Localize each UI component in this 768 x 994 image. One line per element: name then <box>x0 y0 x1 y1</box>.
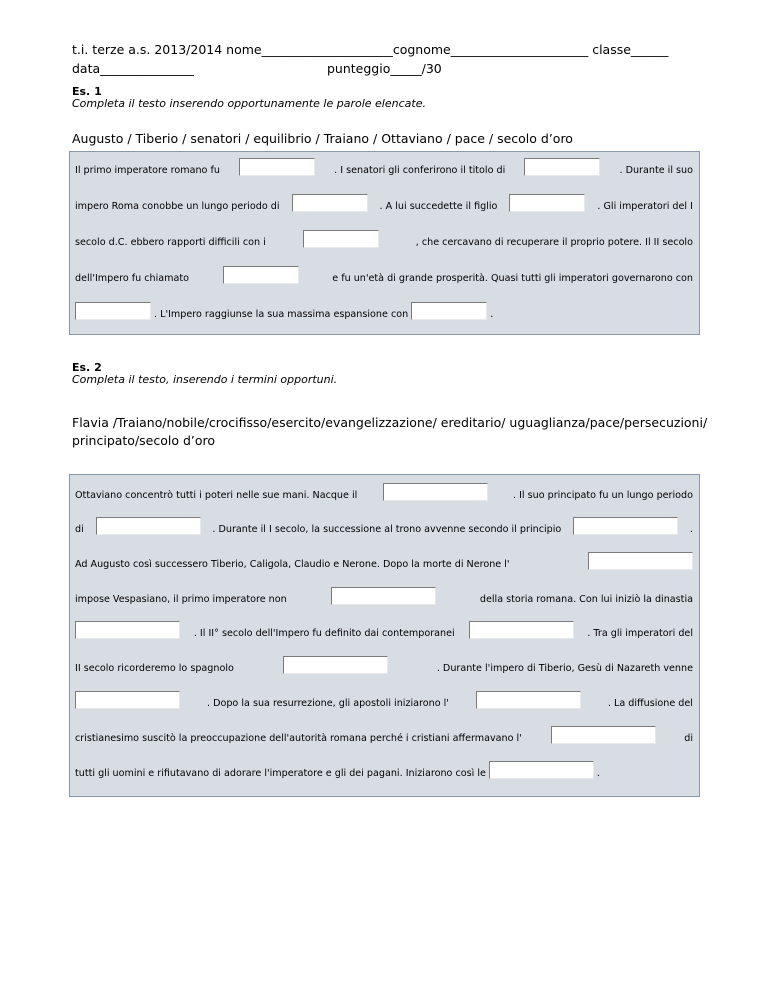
answer-blank-2[interactable] <box>96 517 201 535</box>
text-fragment: Ottaviano concentrò tutti i poteri nelle sue mani. Nacque il <box>75 490 358 501</box>
header-line: t.i. terze a.s. 2013/2014 nome_____________________cognome______________________ classe______ <box>72 42 669 57</box>
text-fragment: II secolo ricorderemo lo spagnolo <box>75 663 234 674</box>
exercise-1-word-list: Augusto / Tiberio / senatori / equilibrio / Traiano / Ottaviano / pace / secolo d’oro <box>72 131 573 146</box>
text-fragment: tutti gli uomini e rifiutavano di adorare l'imperatore e gli dei pagani. Iniziarono così le <box>75 768 486 779</box>
exercise-2-title: Es. 2 <box>72 361 102 374</box>
text-line <box>75 515 693 535</box>
text-line <box>75 724 693 744</box>
text-line <box>75 300 693 320</box>
text-line <box>75 619 693 639</box>
text-line <box>75 228 693 248</box>
answer-blank-5[interactable] <box>331 587 436 605</box>
text-fragment: . Gli imperatori del I <box>597 201 693 212</box>
text-fragment: . Tra gli imperatori del <box>587 628 693 639</box>
text-fragment: . <box>689 524 693 535</box>
text-line <box>75 156 693 176</box>
text-fragment: . <box>490 309 494 320</box>
text-fragment: di <box>75 524 84 535</box>
exercise-1-title: Es. 1 <box>72 85 102 98</box>
answer-blank-1[interactable] <box>239 158 315 176</box>
text-fragment: . Durante il suo <box>619 165 693 176</box>
answer-blank-10[interactable] <box>476 691 581 709</box>
answer-blank-4[interactable] <box>588 552 693 570</box>
text-line <box>75 585 693 605</box>
answer-blank-3[interactable] <box>573 517 678 535</box>
text-fragment: . Durante l'impero di Tiberio, Gesù di Nazareth venne <box>436 663 693 674</box>
text-line <box>75 550 693 570</box>
answer-blank-9[interactable] <box>75 691 180 709</box>
exercise-2-word-list-line-2: principato/secolo d’oro <box>72 433 216 448</box>
answer-blank-12[interactable] <box>489 761 594 779</box>
text-fragment: cristianesimo suscitò la preoccupazione dell'autorità romana perché i cristiani affermavano l' <box>75 733 522 744</box>
answer-blank-5[interactable] <box>303 230 379 248</box>
text-fragment: impero Roma conobbe un lungo periodo di <box>75 201 280 212</box>
text-fragment: . L'Impero raggiunse la sua massima espansione con <box>154 309 409 320</box>
exercise-2-instruction: Completa il testo, inserendo i termini opportuni. <box>72 373 338 386</box>
text-fragment: e fu un'età di grande prosperità. Quasi tutti gli imperatori governarono con <box>332 273 693 284</box>
text-line <box>75 481 693 501</box>
text-line <box>75 759 693 779</box>
answer-blank-8[interactable] <box>411 302 487 320</box>
answer-blank-2[interactable] <box>524 158 600 176</box>
exercise-2-panel <box>69 474 700 797</box>
text-fragment: impose Vespasiano, il primo imperatore non <box>75 594 287 605</box>
text-fragment: . I senatori gli conferirono il titolo di <box>334 165 506 176</box>
text-fragment: della storia romana. Con lui iniziò la dinastia <box>479 594 693 605</box>
answer-blank-7[interactable] <box>469 621 574 639</box>
text-fragment: . Durante il I secolo, la successione al trono avvenne secondo il principio <box>212 524 562 535</box>
answer-blank-11[interactable] <box>551 726 656 744</box>
text-fragment: dell'Impero fu chiamato <box>75 273 190 284</box>
answer-blank-3[interactable] <box>292 194 368 212</box>
exercise-1-instruction: Completa il testo inserendo opportunamente le parole elencate. <box>72 97 426 110</box>
text-line <box>75 654 693 674</box>
text-fragment: di <box>684 733 693 744</box>
answer-blank-6[interactable] <box>223 266 299 284</box>
answer-blank-4[interactable] <box>509 194 585 212</box>
text-fragment: . Il suo principato fu un lungo periodo <box>513 490 693 501</box>
text-fragment: secolo d.C. ebbero rapporti difficili con i <box>75 237 266 248</box>
text-fragment: Il primo imperatore romano fu <box>75 165 220 176</box>
text-fragment: . <box>596 768 600 779</box>
date-field-label: data_______________ <box>72 61 194 76</box>
exercise-2-word-list-line-1: Flavia /Traiano/nobile/crocifisso/esercito/evangelizzazione/ ereditario/ uguaglianza/pace/persecuzioni/ <box>72 415 708 430</box>
text-fragment: . La diffusione del <box>607 698 693 709</box>
text-fragment: . Il II° secolo dell'Impero fu definito dai contemporanei <box>193 628 455 639</box>
answer-blank-6[interactable] <box>75 621 180 639</box>
answer-blank-7[interactable] <box>75 302 151 320</box>
exercise-1-panel <box>69 151 700 335</box>
score-field-label: punteggio_____/30 <box>327 61 442 76</box>
text-fragment: . A lui succedette il figlio <box>379 201 498 212</box>
text-fragment: . Dopo la sua resurrezione, gli apostoli iniziarono l' <box>206 698 449 709</box>
text-line <box>75 689 693 709</box>
text-line <box>75 192 693 212</box>
answer-blank-1[interactable] <box>383 483 488 501</box>
text-fragment: Ad Augusto così successero Tiberio, Caligola, Claudio e Nerone. Dopo la morte di Nerone l' <box>75 559 510 570</box>
answer-blank-8[interactable] <box>283 656 388 674</box>
text-fragment: , che cercavano di recuperare il proprio potere. Il II secolo <box>415 237 693 248</box>
text-line <box>75 264 693 284</box>
